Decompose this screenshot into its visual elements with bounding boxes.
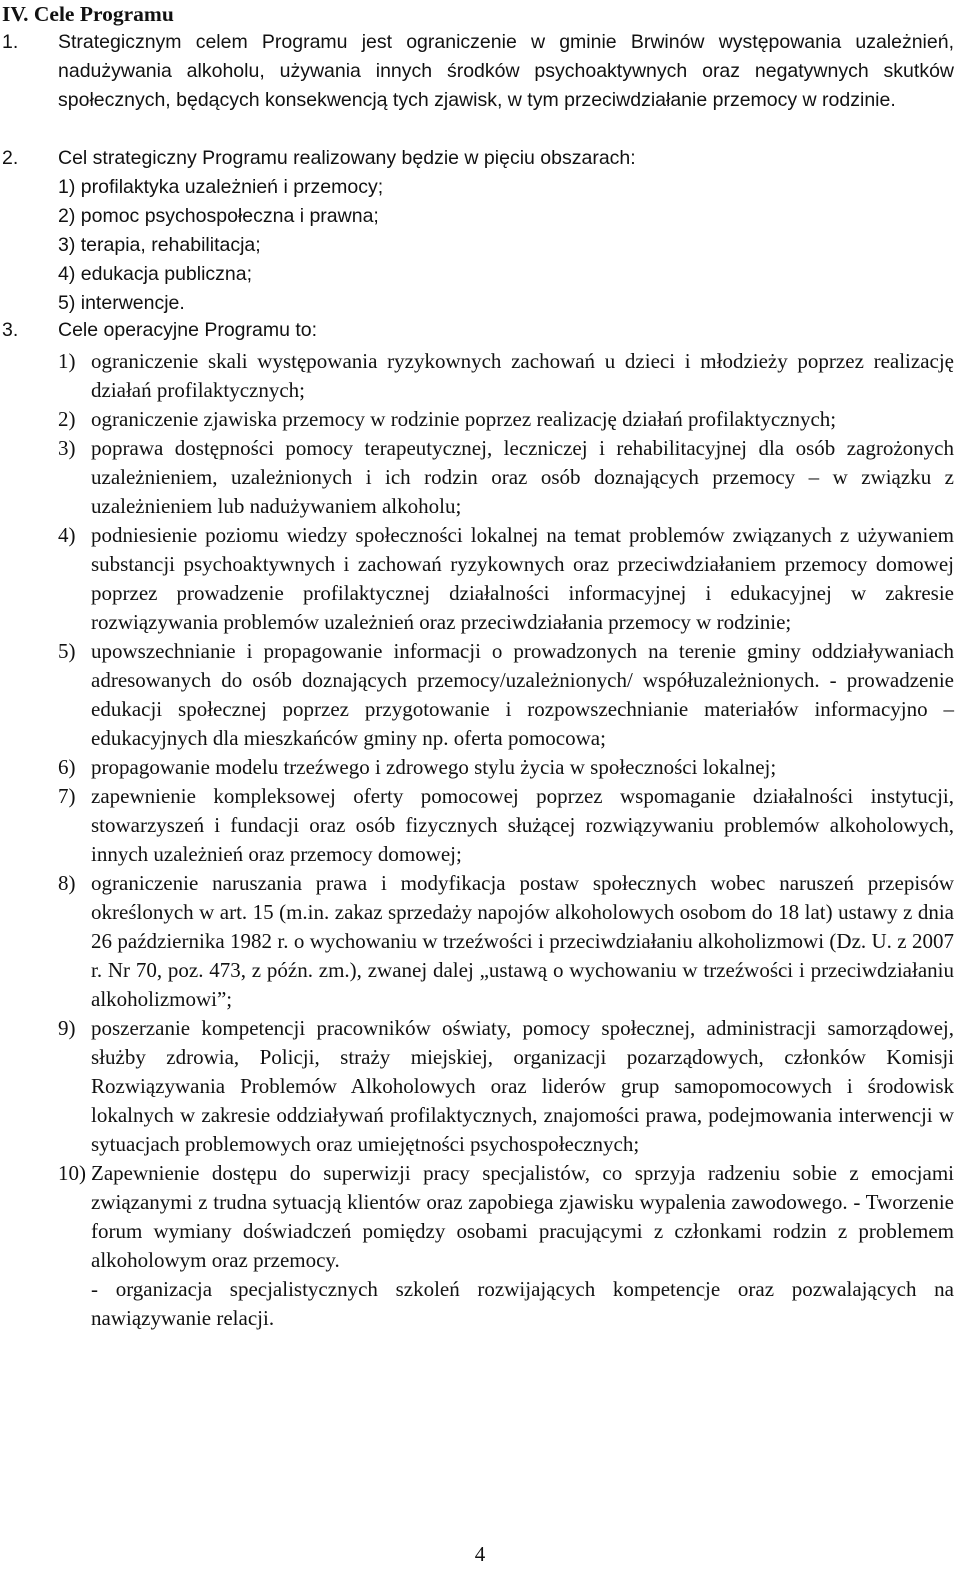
list-item <box>58 1014 954 1159</box>
list-item-number: 4) <box>58 523 76 547</box>
list-item-number: 2) <box>58 407 76 431</box>
section-2-list <box>58 173 954 318</box>
list-item-text: ograniczenie zjawiska przemocy w rodzinie poprzez realizację działań profilaktycznych; <box>91 407 837 431</box>
list-item-number: 3) <box>58 436 76 460</box>
list-item-number: 1) <box>58 349 76 373</box>
list-item: 3) terapia, rehabilitacja; <box>58 234 261 256</box>
section-1-text: Strategicznym celem Programu jest ograniczenie w gminie Brwinów występowania uzależnień, nadużywania alkoholu, używania innych środków psychoaktywnych oraz negatywnych skutków społecznych, będących konsekwencją tych zjawisk, w tym przeciwdziałanie przemocy w rodzinie. <box>58 31 954 111</box>
section-2-text: Cel strategiczny Programu realizowany będzie w pięciu obszarach: <box>58 147 636 169</box>
list-item: 5) interwencje. <box>58 292 185 314</box>
section-3-number: 3. <box>2 319 19 341</box>
list-item <box>58 347 954 405</box>
list-item-text: propagowanie modelu trzeźwego i zdrowego stylu życia w społeczności lokalnej; <box>91 755 777 779</box>
section-heading: IV. Cele Programu <box>2 2 174 26</box>
list-item <box>58 753 954 782</box>
list-item-text: Zapewnienie dostępu do superwizji pracy specjalistów, co sprzyja radzeniu sobie z emocjami związanymi z trudna sytuacją klientów oraz zapobiega zjawisku wypalenia zawodowego. - Tworzenie forum wymiany doświadczeń pomiędzy osobami pracującymi z członkami rodzin z problemem alkoholowym oraz przemocy. <box>91 1161 954 1272</box>
section-1 <box>0 28 954 115</box>
list-item: 4) edukacja publiczna; <box>58 263 253 285</box>
list-item <box>58 1159 954 1333</box>
list-item-number: 10) <box>58 1161 86 1185</box>
list-item <box>58 434 954 521</box>
list-item-number: 8) <box>58 871 76 895</box>
list-item: 2) pomoc psychospołeczna i prawna; <box>58 205 379 227</box>
list-item <box>58 869 954 1014</box>
list-item-text: ograniczenie skali występowania ryzykownych zachowań u dzieci i młodzieży poprzez realizację działań profilaktycznych; <box>91 349 954 402</box>
list-item-text: ograniczenie naruszania prawa i modyfikacja postaw społecznych wobec naruszeń przepisów określonych w art. 15 (m.in. zakaz sprzedaży napojów alkoholowych osobom do 18 lat) ustawy z dnia 26 października 1982 r. o wychowaniu w trzeźwości i przeciwdziałaniu alkoholizmowi (Dz. U. z 2007 r. Nr 70, poz. 473, z późn. zm.), zwanej dalej „ustawą o wychowaniu w trzeźwości i przeciwdziałaniu alkoholizmowi”; <box>91 871 954 1011</box>
list-item <box>58 637 954 753</box>
list-item-text: poszerzanie kompetencji pracowników oświaty, pomocy społecznej, administracji samorządowej, służby zdrowia, Policji, straży miejskiej, organizacji pozarządowych, członków Komisji Rozwiązywania Problemów Alkoholowych oraz liderów grup samopomocowych i środowisk lokalnych w zakresie oddziaływań profilaktycznych, znajomości prawa, podejmowania interwencji w sytuacjach problemowych oraz umiejętności psychospołecznych; <box>91 1016 954 1156</box>
section-2-number: 2. <box>2 147 19 169</box>
section-1-number: 1. <box>2 31 19 53</box>
list-item <box>58 521 954 637</box>
list-item <box>58 405 954 434</box>
list-item-text: upowszechnianie i propagowanie informacji o prowadzonych na terenie gminy oddziaływaniach adresowanych do osób doznających przemocy/uzależnionych/ współuzależnionych. - prowadzenie edukacji społecznej poprzez przygotowanie i rozpowszechnianie materiałów informacyjno – edukacyjnych dla mieszkańców gminy np. oferta pomocowa; <box>91 639 954 750</box>
section-3 <box>0 316 954 345</box>
list-item-text: podniesienie poziomu wiedzy społeczności lokalnej na temat problemów związanych z używaniem substancji psychoaktywnych i zachowań ryzykownych oraz przeciwdziałaniem przemocy domowej poprzez prowadzenie profilaktycznej działalności informacyjnej i edukacyjnej w zakresie rozwiązywania problemów uzależnień oraz przeciwdziałania przemocy w rodzinie; <box>91 523 954 634</box>
list-item-text: zapewnienie kompleksowej oferty pomocowej poprzez wspomaganie działalności instytucji, stowarzyszeń i fundacji oraz osób fizycznych służącej rozwiązywaniu problemów alkoholowych, innych uzależnień oraz przemocy domowej; <box>91 784 954 866</box>
list-item: 1) profilaktyka uzależnień i przemocy; <box>58 176 384 198</box>
section-3-list <box>0 347 954 1333</box>
list-item <box>58 782 954 869</box>
list-item-number: 9) <box>58 1016 76 1040</box>
list-item-text-continued: - organizacja specjalistycznych szkoleń rozwijających kompetencje oraz pozwalających na nawiązywanie relacji. <box>91 1277 954 1330</box>
section-3-text: Cele operacyjne Programu to: <box>58 319 318 341</box>
list-item-number: 6) <box>58 755 76 779</box>
list-item-text: poprawa dostępności pomocy terapeutycznej, leczniczej i rehabilitacyjnej dla osób zagrożonych uzależnieniem, uzależnionych i ich rodzin oraz osób doznających przemocy – w związku z uzależnieniem lub nadużywaniem alkoholu; <box>91 436 954 518</box>
section-2 <box>0 144 954 318</box>
list-item-number: 5) <box>58 639 76 663</box>
page-number: 4 <box>474 1542 486 1566</box>
list-item-number: 7) <box>58 784 76 808</box>
